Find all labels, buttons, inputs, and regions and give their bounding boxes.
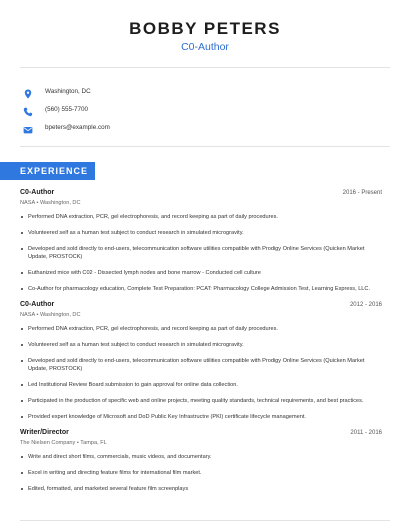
job-entry xyxy=(20,301,382,421)
section-header-experience xyxy=(0,162,95,180)
bullet-item: Developed and sold directly to end-users, telecommunication software utilities compatible with Prodigy Online Services (Quicken Market Update, PROSTOCK) xyxy=(20,245,382,261)
bullet-item: Euthanized mice with C02 - Dissected lymph nodes and bone marrow - Conducted cell culture xyxy=(20,269,382,277)
bullet-item: Volunteered self as a human test subject to conduct research in simulated microgravity. xyxy=(20,229,382,237)
job-title: C0-Author xyxy=(20,301,55,308)
footer-divider xyxy=(20,520,390,521)
contact-phone-text: (560) 555-7700 xyxy=(45,105,89,113)
job-entry xyxy=(20,429,382,493)
contact-location-text: Washington, DC xyxy=(45,87,91,95)
job-organization: NASA • Washington, DC xyxy=(20,312,81,318)
bullet-item: Led Institutional Review Board submission to gain approval for online data collection. xyxy=(20,381,382,389)
job-organization: NASA • Washington, DC xyxy=(20,200,81,206)
bullet-item: Write and direct short films, commercials, music videos, and documentary. xyxy=(20,453,382,461)
job-bullets xyxy=(20,453,382,493)
job-organization: The Nielsen Company • Tampa, FL xyxy=(20,440,107,446)
contact-email-text: bpeters@example.com xyxy=(45,123,110,131)
contact-location xyxy=(20,82,110,100)
email-icon xyxy=(23,122,33,132)
job-bullets xyxy=(20,325,382,421)
contact-list xyxy=(20,82,110,136)
contact-email xyxy=(20,118,110,136)
job-dates: 2016 - Present xyxy=(342,190,382,196)
bullet-item: Performed DNA extraction, PCR, gel electrophoresis, and record keeping as part of daily procedures. xyxy=(20,325,382,333)
phone-icon xyxy=(23,104,33,114)
candidate-role: C0-Author xyxy=(181,41,229,53)
bullet-item: Provided expert knowledge of Microsoft and DoD Public Key Infrastructre (PKI) certificate lifecycle management. xyxy=(20,413,382,421)
contacts-divider xyxy=(20,146,390,147)
job-entry xyxy=(20,189,382,293)
experience-list xyxy=(20,189,382,493)
job-bullets xyxy=(20,213,382,293)
job-dates: 2011 - 2016 xyxy=(350,430,382,436)
job-title: C0-Author xyxy=(20,189,55,196)
bullet-item: Volunteered self as a human test subject to conduct research in simulated microgravity. xyxy=(20,341,382,349)
contact-phone xyxy=(20,100,110,118)
job-dates: 2012 - 2016 xyxy=(349,302,382,308)
section-title: EXPERIENCE xyxy=(20,166,89,176)
candidate-name: BOBBY PETERS xyxy=(129,19,281,38)
bullet-item: Performed DNA extraction, PCR, gel electrophoresis, and record keeping as part of daily procedures. xyxy=(20,213,382,221)
bullet-item: Developed and sold directly to end-users, telecommunication software utilities compatible with Prodigy Online Services (Quicken Market Update, PROSTOCK) xyxy=(20,357,382,373)
resume-header xyxy=(0,0,410,54)
bullet-item: Edited, formatted, and marketed several feature film screenplays xyxy=(20,485,382,493)
bullet-item: Excel in writing and directing feature films for international film market. xyxy=(20,469,382,477)
header-divider xyxy=(20,67,390,68)
location-pin-icon xyxy=(23,86,33,96)
bullet-item: Participated in the production of specific web and online projects, meeting quality standards, technical requirements, and best practices. xyxy=(20,397,382,405)
bullet-item: Co-Author for pharmacology education, Complete Test Preparation: PCAT: Pharmacology College Admission Test, Learning Express, LLC. xyxy=(20,285,382,293)
job-title: Writer/Director xyxy=(20,429,69,436)
